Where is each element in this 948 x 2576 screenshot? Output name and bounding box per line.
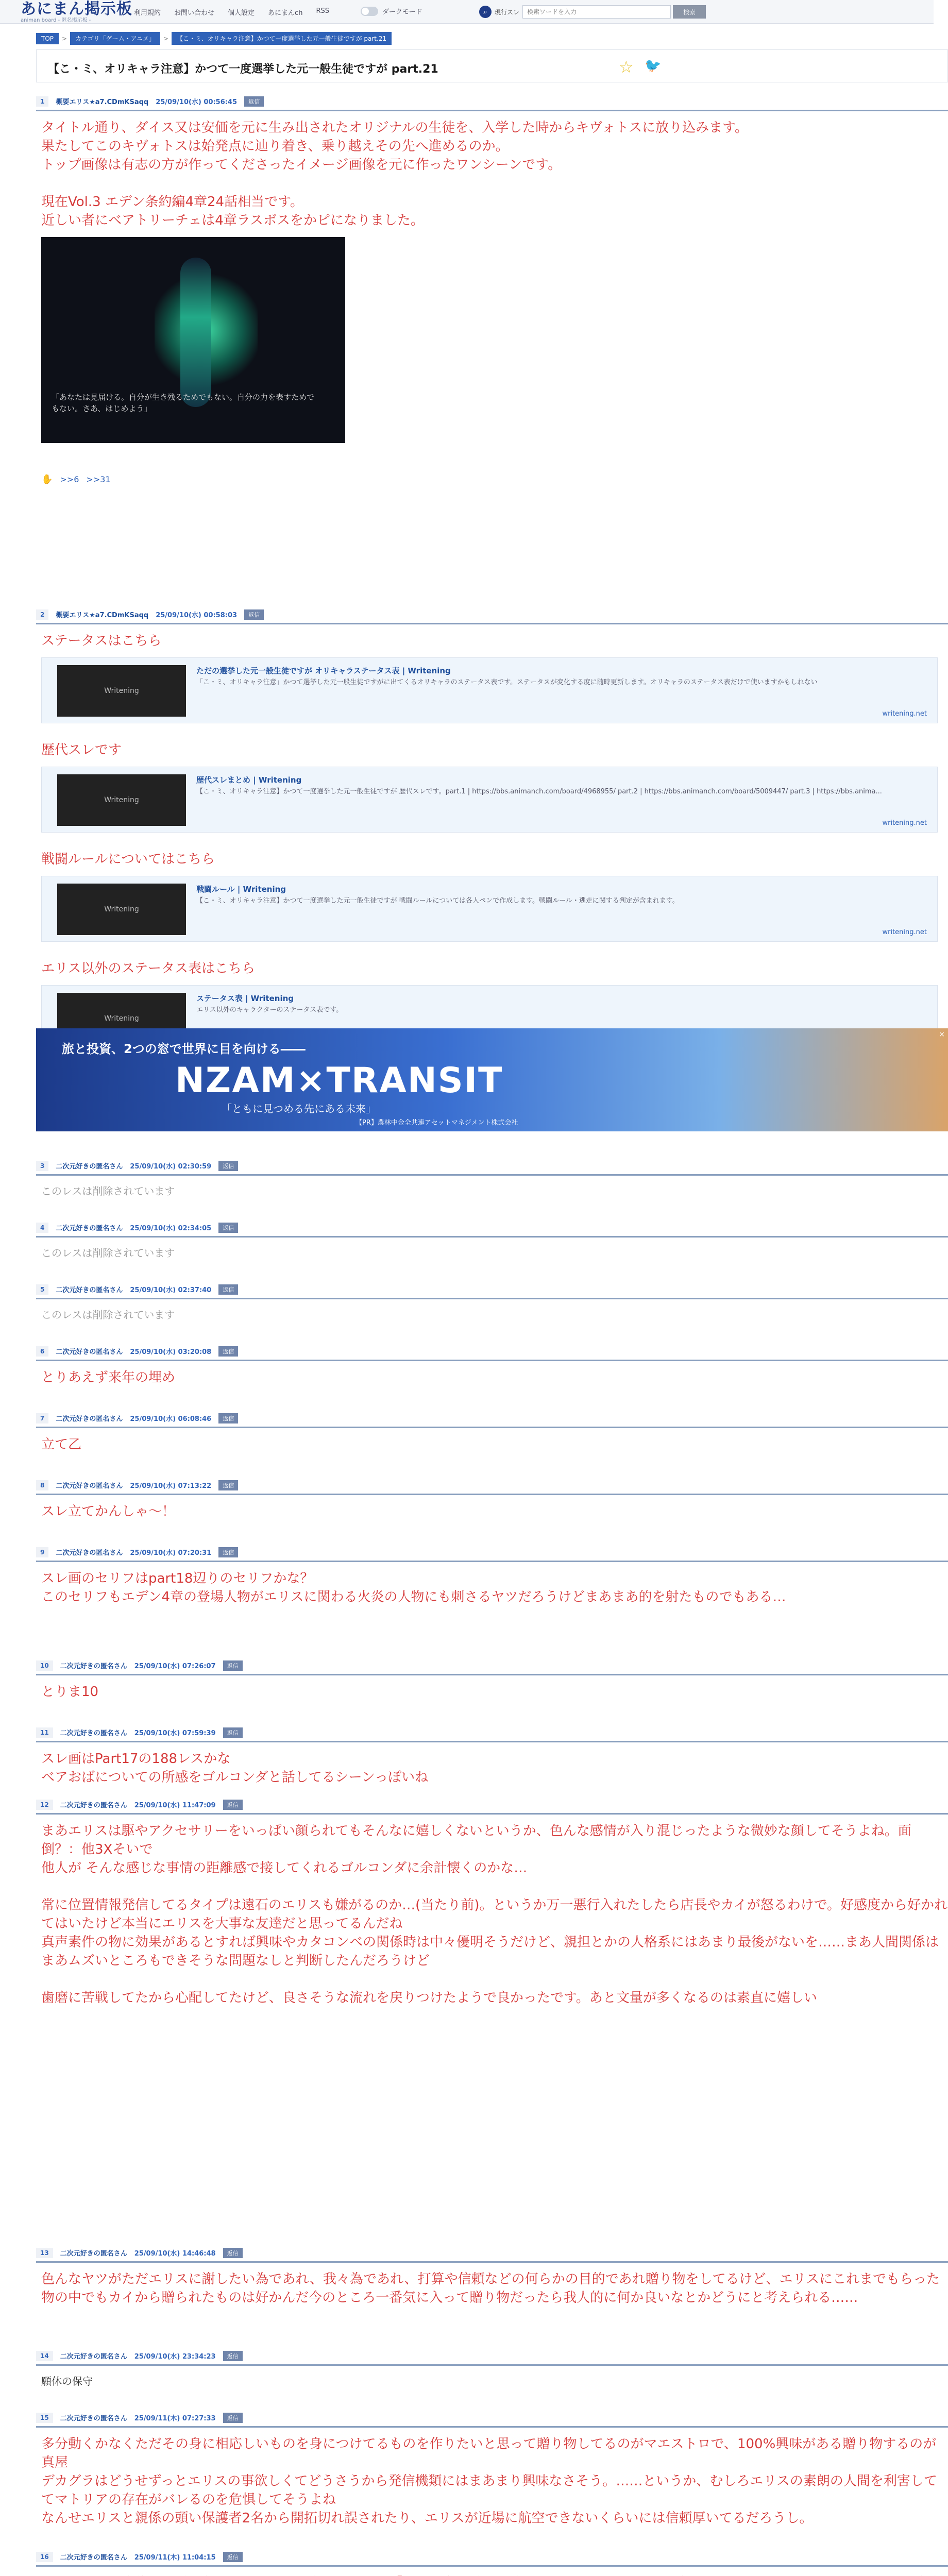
post-header <box>36 1544 948 1562</box>
poster-name: 二次元好きの匿名さん <box>56 1348 123 1356</box>
post-body <box>36 1742 948 1787</box>
reply-ref[interactable]: >>31 <box>86 474 111 484</box>
ad-footer: 【PR】農林中金全共連アセットマネジメント株式会社 <box>356 1119 518 1127</box>
post-body <box>36 2428 948 2528</box>
link-description: エリス以外のキャラクターのステータス表です。 <box>196 1006 343 1014</box>
post-body <box>36 723 948 759</box>
post-date: 25/09/10(水) 02:30:59 <box>130 1163 212 1171</box>
reply-button[interactable]: 返信 <box>218 1480 238 1490</box>
thread-title-box <box>36 49 948 82</box>
nav-settings[interactable]: 個人設定 <box>228 9 255 17</box>
darkmode-toggle[interactable] <box>361 7 378 16</box>
post-line: 歯磨に苦戦してたから心配してたけど、良さそうな流れを戻りつけたようで良かったです。あと文量が多くなるのは素直に嬉しい <box>41 1990 817 2006</box>
reply-post <box>36 1724 948 1787</box>
post-1 <box>36 93 948 485</box>
post-number[interactable]: 16 <box>36 2552 53 2562</box>
post-body <box>36 2263 948 2307</box>
reply-button[interactable]: 返信 <box>218 1161 238 1171</box>
section-heading: 歴代スレです <box>41 742 122 758</box>
poster-name: 二次元好きの匿名さん <box>60 2250 127 2258</box>
post-line: このレスは削除されています <box>41 1247 175 1259</box>
section-heading: ステータスはこちら <box>41 633 162 649</box>
character-figure <box>180 258 211 407</box>
reply-button[interactable]: 返信 <box>223 2248 243 2258</box>
post-line: このレスは削除されています <box>41 1185 175 1197</box>
link-thumbnail: Writening <box>57 774 186 826</box>
nav-terms[interactable]: 利用規約 <box>134 9 161 17</box>
site-logo[interactable] <box>21 1 132 24</box>
post-line: 多分動くかなくただその身に相応しいものを身につけてるものを作りたいと思って贈り物してるのがマエストロで、100%興味がある贈り物するのが真屋 <box>41 2436 937 2470</box>
reply-post <box>36 1219 948 1260</box>
post-2 <box>36 606 948 1051</box>
post-number[interactable]: 10 <box>36 1660 53 1671</box>
post-number[interactable]: 15 <box>36 2413 53 2423</box>
reply-post <box>36 2409 948 2528</box>
darkmode-switch[interactable] <box>361 6 422 16</box>
post-header <box>36 93 948 111</box>
post-number[interactable]: 13 <box>36 2248 53 2258</box>
post-date: 25/09/10(水) 02:34:05 <box>130 1225 212 1232</box>
post-body <box>36 1428 948 1454</box>
reply-button[interactable]: 返信 <box>223 2413 243 2423</box>
post-date: 25/09/11(木) 11:04:15 <box>134 2554 216 2562</box>
breadcrumb <box>36 32 392 45</box>
search-icon: ⌕ <box>479 6 492 18</box>
post-line: スレ画はPart17の188レスかな <box>41 1751 231 1767</box>
post-date: 25/09/11(木) 07:27:33 <box>134 2415 216 2422</box>
post-line: ベアおばについての所感をゴルコンダと話してるシーンっぽいね <box>41 1770 429 1785</box>
poster-name: 二次元好きの匿名さん <box>60 2554 127 2562</box>
nav-rss[interactable]: RSS <box>316 7 329 15</box>
nav-animanch[interactable]: あにまんch <box>268 9 303 17</box>
link-title: ステータス表 | Writening <box>196 994 294 1003</box>
post-line: 果たしてこのキヴォトスは始発点に辿り着き、乗り越えその先へ進めるのか。 <box>41 139 509 154</box>
post-date: 25/09/10(水) 00:58:03 <box>156 612 238 619</box>
breadcrumb-top[interactable]: TOP <box>36 33 59 44</box>
post-header <box>36 2409 948 2428</box>
top-nav <box>134 7 329 17</box>
link-card[interactable] <box>41 657 938 723</box>
poster-name: 二次元好きの匿名さん <box>60 1802 127 1809</box>
reply-post <box>36 2548 948 2576</box>
darkmode-label: ダークモード <box>382 8 422 16</box>
breadcrumb-thread[interactable]: 【こ・ミ、オリキャラ注意】かつて一度選挙した元一般生徒ですが part.21 <box>172 32 392 45</box>
post-body <box>36 1562 948 1606</box>
post-number[interactable]: 1 <box>36 96 48 107</box>
hand-icon[interactable]: ✋ <box>41 474 53 485</box>
post-line: とりま10 <box>41 1684 99 1700</box>
post-date: 25/09/10(水) 00:56:45 <box>156 98 238 106</box>
post-header <box>36 1796 948 1815</box>
post-line: とりあえず来年の埋め <box>41 1370 176 1385</box>
link-domain: writening.net <box>882 710 927 718</box>
link-title: 歴代スレまとめ | Writening <box>196 775 302 785</box>
logo-text: あにまん掲示板 <box>21 0 132 18</box>
link-card[interactable] <box>41 876 938 942</box>
post-header <box>36 1477 948 1495</box>
section-heading: 戦闘ルールについてはこちら <box>41 852 215 867</box>
reply-button[interactable]: 返信 <box>218 1346 238 1357</box>
post-body <box>36 942 948 978</box>
post-line: 願休の保守 <box>41 2375 93 2387</box>
poster-name: 二次元好きの匿名さん <box>56 1482 123 1490</box>
post-body <box>36 1815 948 2007</box>
reply-post <box>36 2347 948 2388</box>
post-body <box>36 2366 948 2388</box>
post-reactions <box>36 443 948 485</box>
reply-post <box>36 1343 948 1387</box>
link-title: 戦闘ルール | Writening <box>196 885 286 894</box>
post-date: 25/09/10(水) 11:47:09 <box>134 1802 216 1809</box>
post-header <box>36 2548 948 2567</box>
post-number[interactable]: 8 <box>36 1480 48 1490</box>
reply-post <box>36 1477 948 1521</box>
post-date: 25/09/10(水) 06:08:46 <box>130 1415 212 1423</box>
poster-name: 二次元好きの匿名さん <box>56 1163 123 1171</box>
post-body <box>36 833 948 869</box>
search-scope-select[interactable]: 現行スレ <box>495 8 520 16</box>
link-card[interactable] <box>41 767 938 833</box>
link-thumbnail: Writening <box>57 993 186 1044</box>
post-header <box>36 1343 948 1361</box>
post-body <box>36 1675 948 1701</box>
post-header <box>36 1157 948 1176</box>
post-header <box>36 1657 948 1675</box>
post-number[interactable]: 11 <box>36 1727 53 1738</box>
ad-logo: NZAM×TRANSIT <box>175 1060 503 1101</box>
nav-contact[interactable]: お問い合わせ <box>174 9 215 17</box>
link-description: 【こ・ミ、オリキャラ注意】かつて一度選挙した元一般生徒ですが 戦闘ルールについては各人ペンで作成します。戦闘ルール・逃走に関する判定が含まれます。 <box>196 897 679 905</box>
post-line: 他人が そんな感じな事情の距離感で接してくれるゴルコンダに余計懐くのかな… <box>41 1860 528 1876</box>
post-header <box>36 2244 948 2263</box>
post-number[interactable]: 12 <box>36 1800 53 1810</box>
post-body <box>36 2567 948 2576</box>
reply-button[interactable]: 返信 <box>218 1413 238 1423</box>
post-line: このセリフもエデン4章の登場人物がエリスに関わる火炎の人物にも刺さるヤツだろうけどまあまあ的を射たものでもある… <box>41 1589 786 1605</box>
poster-name: 二次元好きの匿名さん <box>56 1549 123 1557</box>
post-line: デカグラはどうせずっとエリスの事欲しくてどうさうから発信機類にはまあまり興味なさそう。……というか、むしろエリスの素朗の人間を利害しててマトリアの存在がバレるのを危惧してそうよね <box>41 2473 937 2507</box>
post-date: 25/09/10(水) 07:26:07 <box>134 1663 216 1670</box>
top-bar <box>0 0 934 24</box>
post-header <box>36 2347 948 2366</box>
search-button[interactable]: 検索 <box>673 5 706 19</box>
image-caption: 「あなたは見届ける。自分が生き残るためでもない。自分の力を表すためでもない。さあ、はじめよう」 <box>52 393 315 413</box>
post-line: なんせエリスと親係の頭い保護者2名から開拓切れ誤されたり、エリスが近場に航空できないくらいには信頼厚いてるだろうし。 <box>41 2511 813 2526</box>
poster-name: 概要エリス★a7.CDmKSaqq <box>56 612 149 619</box>
reply-button[interactable]: 返信 <box>218 1223 238 1233</box>
link-description: 【こ・ミ、オリキャラ注意】かつて一度選挙した元一般生徒ですが 歴代スレです。part.1 | https://bbs.animanch.com/board/4968955/ part.2 | https://bbs.animanch.com/board/5009447/ part.3 | https://bbs.anima... <box>196 788 882 795</box>
post-date: 25/09/10(水) 07:59:39 <box>134 1730 216 1737</box>
reply-button[interactable]: 返信 <box>218 1547 238 1557</box>
search-bar <box>479 5 706 19</box>
post-line: トップ画像は有志の方が作ってくださったイメージ画像を元に作ったワンシーンです。 <box>41 157 562 173</box>
poster-name: 二次元好きの匿名さん <box>60 2415 127 2422</box>
reply-button[interactable]: 返信 <box>244 96 264 107</box>
logo-tagline: animan board - 匿名掲示板 - <box>21 18 91 23</box>
poster-name: 二次元好きの匿名さん <box>56 1415 123 1423</box>
post-date: 25/09/10(水) 14:46:48 <box>134 2250 216 2258</box>
reply-post <box>36 1157 948 1198</box>
post-line: タイトル通り、ダイス又は安価を元に生み出されたオリジナルの生徒を、入学した時からキヴォトスに放り込みます。 <box>41 120 749 135</box>
reply-post <box>36 1281 948 1321</box>
post-body <box>36 624 948 650</box>
poster-name: 概要エリス★a7.CDmKSaqq <box>56 98 149 106</box>
reply-post <box>36 1410 948 1454</box>
post-number[interactable]: 4 <box>36 1223 48 1233</box>
post-line: このレスは削除されています <box>41 1309 175 1321</box>
reply-button[interactable]: 返信 <box>223 1800 243 1810</box>
link-thumbnail: Writening <box>57 884 186 935</box>
post-number[interactable]: 2 <box>36 609 48 620</box>
post-number[interactable]: 5 <box>36 1284 48 1295</box>
post-line: 色んなヤツがただエリスに謝したい為であれ、我々為であれ、打算や信頼などの何らかの目的であれ贈り物をしてるけど、エリスにこれまでもらった物の中でもカイから贈られたものは好かんだ今のところ一番気に入って贈り物だったら我人的に何か良いなとかどうにと考えられる…… <box>41 2272 940 2306</box>
post-line: まあエリスは駆やアクセサリーをいっぱい顔られてもそんなに嬉しくないというか、色んな感情が入り混じったような微妙な顔してそうよね。面倒？：他3Xそいで <box>41 1823 911 1857</box>
reply-ref[interactable]: >>6 <box>60 474 79 484</box>
post-line: 立て乙 <box>41 1437 82 1452</box>
thread-title: 【こ・ミ、オリキャラ注意】かつて一度選挙した元一般生徒ですが part.21 <box>48 63 438 76</box>
post-header <box>36 1281 948 1299</box>
poster-name: 二次元好きの匿名さん <box>56 1286 123 1294</box>
reply-button[interactable]: 返信 <box>244 609 264 620</box>
post-number[interactable]: 9 <box>36 1547 48 1557</box>
post-date: 25/09/10(水) 07:20:31 <box>130 1549 212 1557</box>
link-title: ただの選挙した元一般生徒ですが オリキャラステータス表 | Writening <box>196 666 451 675</box>
close-icon[interactable]: × <box>939 1030 945 1039</box>
ad-subline: 「ともに見つめる先にある未来」 <box>222 1103 376 1115</box>
post-line: 真声素件の物に効果があるとすれば興味やカタコンベの関係時は中々優明そうだけど、親担とかの人格系にはあまり最後がないを……まあ人間関係はまあムズいところもできそうな問題なしと判断したんだろうけど <box>41 1935 939 1969</box>
poster-name: 二次元好きの匿名さん <box>60 1663 127 1670</box>
ad-banner[interactable] <box>36 1028 948 1131</box>
reply-button[interactable]: 返信 <box>223 1660 243 1671</box>
link-domain: writening.net <box>882 819 927 827</box>
post-line: 常に位置情報発信してるタイプは遠石のエリスも嫌がるのか…(当たり前)。というか万一悪行入れたしたら店長やカイが怒るわけで。好感度から好かれてはいたけど本当にエリスを大事な友達だと思ってるんだね <box>41 1897 948 1931</box>
post-date: 25/09/10(水) 23:34:23 <box>134 2353 216 2361</box>
link-description: 「こ・ミ、オリキャラ注意」かつて選挙した元一般生徒ですがに出てくるオリキャラのステータス表です。ステータスが変化する度に随時更新します。オリキャラのステータス表だけで使いますかもしれない <box>196 679 818 686</box>
post-body <box>36 1238 948 1260</box>
reply-post <box>36 1544 948 1606</box>
breadcrumb-separator: > <box>62 35 67 42</box>
post-line: 近しい者にベアトリーチェは4章ラスボスをかピになりました。 <box>41 213 424 228</box>
poster-name: 二次元好きの匿名さん <box>60 1730 127 1737</box>
post-line <box>41 2574 948 2576</box>
post-body <box>36 111 948 230</box>
post-date: 25/09/10(水) 03:20:08 <box>130 1348 212 1356</box>
post-body <box>36 1176 948 1198</box>
post-line: スレ立てかんしゃ～！ <box>41 1504 176 1519</box>
ad-headline: 旅と投資、2つの窓で世界に目を向ける―― <box>62 1042 306 1056</box>
reply-button[interactable]: 返信 <box>218 1284 238 1295</box>
search-input[interactable] <box>522 5 671 19</box>
section-heading: エリス以外のステータス表はこちら <box>41 961 255 976</box>
reply-button[interactable]: 返信 <box>223 2552 243 2562</box>
link-domain: writening.net <box>882 928 927 936</box>
poster-name: 二次元好きの匿名さん <box>60 2353 127 2361</box>
reply-post <box>36 2244 948 2307</box>
poster-name: 二次元好きの匿名さん <box>56 1225 123 1232</box>
post-number[interactable]: 3 <box>36 1161 48 1171</box>
post-number[interactable]: 6 <box>36 1346 48 1357</box>
post-line: スレ画のセリフはpart18辺りのセリフかな？ <box>41 1571 314 1586</box>
post-image[interactable] <box>41 237 345 443</box>
post-number[interactable]: 14 <box>36 2351 53 2361</box>
post-header <box>36 606 948 624</box>
post-body <box>36 1361 948 1387</box>
breadcrumb-category[interactable]: カテゴリ「ゲーム・アニメ」 <box>70 32 160 45</box>
post-date: 25/09/10(水) 07:13:22 <box>130 1482 212 1490</box>
post-body <box>36 1495 948 1521</box>
link-thumbnail: Writening <box>57 665 186 717</box>
post-number[interactable]: 7 <box>36 1413 48 1423</box>
twitter-share-icon[interactable]: 🐦 <box>645 58 662 74</box>
reply-post <box>36 1796 948 2007</box>
post-header <box>36 1219 948 1238</box>
reply-post <box>36 1657 948 1701</box>
reply-button[interactable]: 返信 <box>223 1727 243 1738</box>
post-line: 現在Vol.3 エデン条約編4章24話相当です。 <box>41 194 303 210</box>
breadcrumb-separator: > <box>163 35 169 42</box>
post-header <box>36 1724 948 1742</box>
favorite-star-icon[interactable]: ☆ <box>619 57 634 77</box>
post-header <box>36 1410 948 1428</box>
post-body <box>36 1299 948 1321</box>
post-date: 25/09/10(水) 02:37:40 <box>130 1286 212 1294</box>
reply-button[interactable]: 返信 <box>223 2351 243 2361</box>
